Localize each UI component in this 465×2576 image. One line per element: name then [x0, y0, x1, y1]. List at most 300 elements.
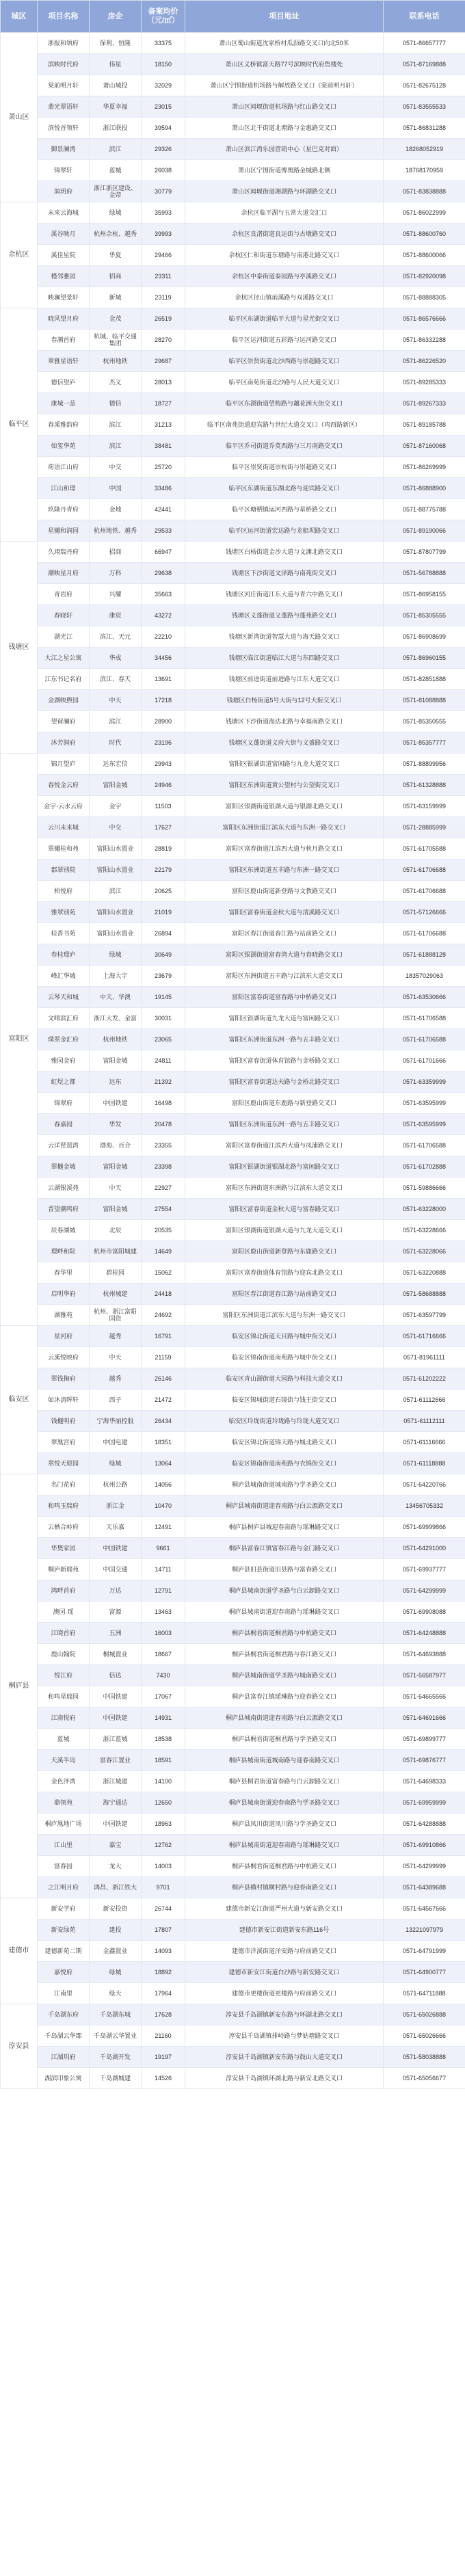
phone-cell: 0571-85357777 — [384, 732, 465, 754]
price-cell: 33486 — [142, 478, 185, 499]
address-cell: 余杭区径山镇前溪路与双溪路交叉口 — [185, 287, 384, 308]
table-row — [1, 160, 465, 181]
project-name-cell: 春桂璟庐 — [38, 944, 90, 966]
developer-cell: 绿城 — [90, 1453, 142, 1474]
developer-cell: 浙江蓝城 — [90, 1729, 142, 1750]
address-cell: 富阳区富春街道体育馆路与金桥路交叉口 — [185, 1050, 384, 1072]
developer-cell: 中国交通 — [90, 1559, 142, 1580]
address-cell: 富阳区银湖街道九龙大道与富闲路交叉口 — [185, 1008, 384, 1029]
developer-cell: 时代 — [90, 732, 142, 754]
table-row — [1, 966, 465, 987]
developer-cell: 建投 — [90, 1920, 142, 1941]
phone-cell: 0571-86888900 — [384, 478, 465, 499]
table-row — [1, 944, 465, 966]
table-row — [1, 1029, 465, 1050]
table-row — [1, 1432, 465, 1453]
project-name-cell: 金宇·云水云府 — [38, 796, 90, 817]
table-row — [1, 1199, 465, 1220]
project-name-cell: 槿邻雅园 — [38, 266, 90, 287]
address-cell: 桐庐县横村镇横村路与迎春南路交叉口 — [185, 1877, 384, 1898]
developer-cell: 富阳山水置业 — [90, 923, 142, 944]
table-row — [1, 1220, 465, 1241]
price-cell: 12650 — [142, 1792, 185, 1814]
project-name-cell: 辰春湖城 — [38, 1220, 90, 1241]
phone-cell: 0571-69899777 — [384, 1729, 465, 1750]
price-cell: 9701 — [142, 1877, 185, 1898]
developer-cell: 富阳金城 — [90, 1199, 142, 1220]
project-name-cell: 滨悦首领轩 — [38, 118, 90, 139]
header-phone: 联系电话 — [384, 1, 465, 33]
table-row — [1, 1750, 465, 1771]
developer-cell: 浙江大发、金富 — [90, 1008, 142, 1029]
header-row — [1, 1, 465, 33]
developer-cell: 华夏幸福 — [90, 96, 142, 118]
price-cell: 15062 — [142, 1262, 185, 1284]
price-cell: 26434 — [142, 1411, 185, 1432]
project-name-cell: 御景澜湾 — [38, 139, 90, 160]
developer-cell: 新安投资 — [90, 1898, 142, 1920]
project-name-cell: 虹煜之都 — [38, 1072, 90, 1093]
address-cell: 临平区乔司街道乔莫西路与三月南路交叉口 — [185, 436, 384, 457]
developer-cell: 滨江 — [90, 881, 142, 902]
price-cell: 13463 — [142, 1602, 185, 1623]
address-cell: 富阳区银湖街道银湖大道与银湖北路交叉口 — [185, 796, 384, 817]
table-row — [1, 542, 465, 563]
project-name-cell: 江东书记名府 — [38, 669, 90, 690]
price-cell: 26146 — [142, 1368, 185, 1390]
project-name-cell: 雅园金府 — [38, 1050, 90, 1072]
phone-cell: 18268052919 — [384, 139, 465, 160]
address-cell: 临平区南苑街道迎宾路与世纪大道交叉口（鸡西路新区） — [185, 414, 384, 436]
phone-cell: 0571-64698333 — [384, 1771, 465, 1792]
address-cell: 桐庐县城南街道迎春南路与白云源路交叉口 — [185, 1708, 384, 1729]
table-row — [1, 1411, 465, 1432]
table-row — [1, 224, 465, 245]
phone-cell: 0571-64691666 — [384, 1708, 465, 1729]
developer-cell: 富阳山水置业 — [90, 902, 142, 923]
project-name-cell: 春嘉园 — [38, 1114, 90, 1135]
table-row — [1, 732, 465, 754]
address-cell: 钱塘区义蓬街道义蓬路与蓬苑路交叉口 — [185, 605, 384, 626]
phone-cell: 0571-86908699 — [384, 626, 465, 648]
address-cell: 富阳区鹿山街道新登路与东鹿路交叉口 — [185, 1241, 384, 1262]
price-cell: 21392 — [142, 1072, 185, 1093]
table-row — [1, 1665, 465, 1686]
price-cell: 16498 — [142, 1093, 185, 1114]
phone-cell: 0571-82675128 — [384, 75, 465, 96]
price-cell: 28900 — [142, 711, 185, 732]
address-cell: 桐庐县富春江镇瑶琳路与迎春路交叉口 — [185, 1686, 384, 1708]
table-row — [1, 2004, 465, 2026]
price-cell: 11503 — [142, 796, 185, 817]
phone-cell: 0571-89267333 — [384, 393, 465, 414]
district-cell: 临安区 — [1, 1326, 38, 1474]
project-name-cell: 和鸣星瑞园 — [38, 1686, 90, 1708]
table-row — [1, 1941, 465, 1962]
price-cell: 26894 — [142, 923, 185, 944]
address-cell: 桐庐县桐君街道桐君路与中杭路交叉口 — [185, 1856, 384, 1877]
phone-cell: 0571-82851888 — [384, 669, 465, 690]
address-cell: 钱塘区临江街道临江大道与东四路交叉口 — [185, 648, 384, 669]
phone-cell: 0571-69999866 — [384, 1517, 465, 1538]
project-name-cell: 云川未来城 — [38, 817, 90, 838]
project-name-cell: 星河府 — [38, 1326, 90, 1347]
table-row — [1, 1623, 465, 1644]
developer-cell: 绿城 — [90, 944, 142, 966]
developer-cell: 远东宏信 — [90, 754, 142, 775]
table-row — [1, 1262, 465, 1284]
phone-cell: 0571-61118888 — [384, 1453, 465, 1474]
phone-cell: 0571-86657777 — [384, 33, 465, 54]
developer-cell: 万科 — [90, 563, 142, 584]
address-cell: 临平区南苑街道北沙路与人民大道交叉口 — [185, 372, 384, 393]
price-cell: 17628 — [142, 2004, 185, 2026]
table-row — [1, 626, 465, 648]
price-cell: 22210 — [142, 626, 185, 648]
table-row — [1, 1814, 465, 1835]
project-name-cell: 和鸣玉瑞府 — [38, 1496, 90, 1517]
address-cell: 萧山区宁围街道博奥路金城路北侧 — [185, 160, 384, 181]
table-row — [1, 1877, 465, 1898]
developer-cell: 中国铁建 — [90, 1686, 142, 1708]
table-row — [1, 1835, 465, 1856]
phone-cell: 0571-64567666 — [384, 1898, 465, 1920]
table-row — [1, 436, 465, 457]
project-name-cell: 之江明月府 — [38, 1877, 90, 1898]
price-cell: 17964 — [142, 1983, 185, 2004]
project-name-cell: 华樊家园 — [38, 1538, 90, 1559]
table-row — [1, 54, 465, 75]
price-cell: 43272 — [142, 605, 185, 626]
phone-cell: 13221097979 — [384, 1920, 465, 1941]
table-row — [1, 1898, 465, 1920]
developer-cell: 中天 — [90, 1178, 142, 1199]
address-cell: 淳安县千岛湖镇环湖北路与新安北路交叉口 — [185, 2068, 384, 2089]
project-name-cell: 沐芳润府 — [38, 732, 90, 754]
address-cell: 桐庐县城南街道迎春南路与瑶琳路交叉口 — [185, 1602, 384, 1623]
project-name-cell: 桂香书苑 — [38, 923, 90, 944]
developer-cell: 中国铁建 — [90, 1814, 142, 1835]
phone-cell: 0571-82920098 — [384, 266, 465, 287]
table-row — [1, 563, 465, 584]
price-cell: 13691 — [142, 669, 185, 690]
phone-cell: 0571-85305555 — [384, 605, 465, 626]
phone-cell: 0571-83838888 — [384, 181, 465, 202]
project-name-cell: 江山和璟 — [38, 478, 90, 499]
price-cell: 32029 — [142, 75, 185, 96]
address-cell: 富阳区银湖街道富闲路与九龙大道交叉口 — [185, 754, 384, 775]
developer-cell: 滨江 — [90, 139, 142, 160]
price-cell: 14526 — [142, 2068, 185, 2089]
table-row — [1, 520, 465, 542]
phone-cell: 0571-89285333 — [384, 372, 465, 393]
phone-cell: 0571-86226520 — [384, 351, 465, 372]
table-row — [1, 902, 465, 923]
table-row — [1, 669, 465, 690]
project-name-cell: 千岛湖东府 — [38, 2004, 90, 2026]
developer-cell: 杭州地铁 — [90, 1029, 142, 1050]
table-row — [1, 1962, 465, 1983]
table-row — [1, 1072, 465, 1093]
phone-cell: 0571-63530666 — [384, 987, 465, 1008]
phone-cell: 0571-83555533 — [384, 96, 465, 118]
header-address: 项目地址 — [185, 1, 384, 33]
address-cell: 富阳区富春街道江滨西大道与秋月路交叉口 — [185, 838, 384, 860]
phone-cell: 0571-64299999 — [384, 1580, 465, 1602]
project-name-cell: 云琴天和城 — [38, 987, 90, 1008]
developer-cell: 天乐嘉 — [90, 1517, 142, 1538]
developer-cell: 蓝城 — [90, 160, 142, 181]
phone-cell: 0571-61112666 — [384, 1390, 465, 1411]
table-row — [1, 648, 465, 669]
address-cell: 富阳区富春街道金秋大道与清溪路交叉口 — [185, 902, 384, 923]
project-name-cell: 郡翠别院 — [38, 860, 90, 881]
address-cell: 萧山区宁围街道机场路与解放路交叉口（棠前明月轩） — [185, 75, 384, 96]
developer-cell: 绿城 — [90, 1962, 142, 1983]
price-cell: 35993 — [142, 202, 185, 224]
address-cell: 临安区锦北街道锦天路与城北路交叉口 — [185, 1432, 384, 1453]
price-cell: 35663 — [142, 584, 185, 605]
phone-cell: 0571-86022999 — [384, 202, 465, 224]
header-district: 城区 — [1, 1, 38, 33]
project-name-cell: 湖雅苑 — [38, 1305, 90, 1326]
phone-cell: 0571-87807799 — [384, 542, 465, 563]
developer-cell: 越秀 — [90, 1326, 142, 1347]
developer-cell: 招商 — [90, 266, 142, 287]
developer-cell: 杭州地铁 — [90, 351, 142, 372]
table-row — [1, 711, 465, 732]
developer-cell: 华发 — [90, 1114, 142, 1135]
developer-cell: 康宸 — [90, 605, 142, 626]
project-name-cell: 文晴滨汇府 — [38, 1008, 90, 1029]
developer-cell: 越秀 — [90, 1368, 142, 1390]
address-cell: 钱塘区义蓬街道义府大街与义盛路交叉口 — [185, 732, 384, 754]
developer-cell: 中天 — [90, 690, 142, 711]
phone-cell: 0571-64389688 — [384, 1877, 465, 1898]
project-name-cell: 钱樾明府 — [38, 1411, 90, 1432]
price-cell: 66947 — [142, 542, 185, 563]
price-cell: 39594 — [142, 118, 185, 139]
address-cell: 余杭区仁和街道东塘路与南港北路交叉口 — [185, 245, 384, 266]
table-row — [1, 414, 465, 436]
phone-cell: 0571-88899956 — [384, 754, 465, 775]
phone-cell: 0571-56587977 — [384, 1665, 465, 1686]
address-cell: 桐庐县桐君街道桐君路与学圣路交叉口 — [185, 1729, 384, 1750]
address-cell: 富阳区银湖街道银湖北路与富闲路交叉口 — [185, 1156, 384, 1178]
table-row — [1, 584, 465, 605]
table-row — [1, 1050, 465, 1072]
phone-cell: 0571-81961111 — [384, 1347, 465, 1368]
phone-cell: 0571-61706588 — [384, 1135, 465, 1156]
project-name-cell: 溪佳星院 — [38, 245, 90, 266]
developer-cell: 金宇 — [90, 796, 142, 817]
project-name-cell: 湖光江 — [38, 626, 90, 648]
developer-cell: 兴耀 — [90, 584, 142, 605]
phone-cell: 0571-56788888 — [384, 563, 465, 584]
price-cell: 31213 — [142, 414, 185, 436]
price-cell: 22927 — [142, 1178, 185, 1199]
phone-cell: 0571-86576666 — [384, 308, 465, 330]
phone-cell: 0571-69910866 — [384, 1835, 465, 1856]
price-cell: 23355 — [142, 1135, 185, 1156]
project-name-cell: 江湖玥府 — [38, 2047, 90, 2068]
project-name-cell: 晋望潮鸣府 — [38, 1199, 90, 1220]
price-cell: 23679 — [142, 966, 185, 987]
phone-cell: 0571-59886666 — [384, 1178, 465, 1199]
phone-cell: 13456705332 — [384, 1496, 465, 1517]
district-cell: 桐庐县 — [1, 1474, 38, 1898]
table-row — [1, 1284, 465, 1305]
project-name-cell: 峰汇华城 — [38, 966, 90, 987]
price-cell: 23398 — [142, 1156, 185, 1178]
developer-cell: 浙江浙区建设、金帝 — [90, 181, 142, 202]
table-row — [1, 817, 465, 838]
phone-cell: 0571-86269999 — [384, 457, 465, 478]
project-name-cell: 鹿山翰院 — [38, 1644, 90, 1665]
developer-cell: 浙江城建 — [90, 1771, 142, 1792]
address-cell: 建德市洋溪街道洋安路与府前路交叉口 — [185, 1941, 384, 1962]
address-cell: 富阳区东洲街道东洲一路与五丰路交叉口 — [185, 1114, 384, 1135]
table-row — [1, 1496, 465, 1517]
developer-cell: 桐城置业 — [90, 1644, 142, 1665]
table-row — [1, 775, 465, 796]
developer-cell: 远东 — [90, 1072, 142, 1093]
price-cell: 14711 — [142, 1559, 185, 1580]
project-name-cell: 金湖映煦园 — [38, 690, 90, 711]
address-cell: 富阳区银湖街道银湖大道与九龙大道交叉口 — [185, 1220, 384, 1241]
developer-cell: 德信 — [90, 393, 142, 414]
price-cell: 29687 — [142, 351, 185, 372]
price-cell: 23065 — [142, 1029, 185, 1050]
phone-cell: 0571-61328888 — [384, 775, 465, 796]
table-row — [1, 2068, 465, 2089]
phone-cell: 0571-69959999 — [384, 1792, 465, 1814]
address-cell: 富阳区富春街道体育馆路与迎宾北路交叉口 — [185, 1262, 384, 1284]
table-row — [1, 308, 465, 330]
project-name-cell: 晓风望月府 — [38, 308, 90, 330]
address-cell: 富阳区富春街道金秋大道与富春路交叉口 — [185, 1199, 384, 1220]
phone-cell: 0571-85350555 — [384, 711, 465, 732]
price-cell: 14931 — [142, 1708, 185, 1729]
price-cell: 18538 — [142, 1729, 185, 1750]
project-name-cell: 德信望庐 — [38, 372, 90, 393]
phone-cell: 0571-64693888 — [384, 1644, 465, 1665]
address-cell: 淳安县千岛湖镇新安东路与环湖北路交叉口 — [185, 2004, 384, 2026]
address-cell: 桐庐县城南街道迎春南路与白云源路交叉口 — [185, 1496, 384, 1517]
phone-cell: 0571-63220888 — [384, 1262, 465, 1284]
address-cell: 建德市新安江街道新安东路116号 — [185, 1920, 384, 1941]
address-cell: 钱塘区白杨街道金沙大道与文渊北路交叉口 — [185, 542, 384, 563]
phone-cell: 0571-61706588 — [384, 1029, 465, 1050]
phone-cell: 0571-89185788 — [384, 414, 465, 436]
table-row — [1, 1114, 465, 1135]
project-name-cell: 蓝城 — [38, 1729, 90, 1750]
price-cell: 33375 — [142, 33, 185, 54]
developer-cell: 杭州公路 — [90, 1474, 142, 1496]
address-cell: 临平区东湖街道东湖北路与迎宾路交叉口 — [185, 478, 384, 499]
district-cell: 余杭区 — [1, 202, 38, 308]
developer-cell: 杭州余杭、越秀 — [90, 224, 142, 245]
project-name-cell: 新安学府 — [38, 1898, 90, 1920]
table-row — [1, 266, 465, 287]
price-cell: 18892 — [142, 1962, 185, 1983]
price-cell: 18351 — [142, 1432, 185, 1453]
price-cell: 28270 — [142, 330, 185, 351]
price-cell: 25720 — [142, 457, 185, 478]
price-cell: 20625 — [142, 881, 185, 902]
table-row — [1, 245, 465, 266]
table-row — [1, 181, 465, 202]
address-cell: 富阳区东洲街道黄公望村与公望街交叉口 — [185, 775, 384, 796]
developer-cell: 杰义 — [90, 372, 142, 393]
table-row — [1, 1241, 465, 1262]
address-cell: 钱塘区河庄街道江东大道与青六中路交叉口 — [185, 584, 384, 605]
phone-cell: 0571-28885999 — [384, 817, 465, 838]
phone-cell: 0571-64900777 — [384, 1962, 465, 1983]
developer-cell: 杭州地铁、越秀 — [90, 520, 142, 542]
developer-cell: 北辰 — [90, 1220, 142, 1241]
phone-cell: 0571-64299999 — [384, 1856, 465, 1877]
address-cell: 萧山区闻堰街道湘湖路与环湖路交叉口 — [185, 181, 384, 202]
address-cell: 临平区运河街道宏达路与龙船坝路交叉口 — [185, 520, 384, 542]
price-cell: 18591 — [142, 1750, 185, 1771]
project-name-cell: 云湖银溪苑 — [38, 1178, 90, 1199]
table-row — [1, 1983, 465, 2004]
price-cell: 17627 — [142, 817, 185, 838]
address-cell: 富阳区富春街道达夫路与金桥北路交叉口 — [185, 1072, 384, 1093]
phone-cell: 0571-64248888 — [384, 1623, 465, 1644]
price-cell: 29533 — [142, 520, 185, 542]
price-cell: 28013 — [142, 372, 185, 393]
developer-cell: 嘉宝 — [90, 1835, 142, 1856]
project-name-cell: 如玺华苑 — [38, 436, 90, 457]
developer-cell: 招商 — [90, 542, 142, 563]
developer-cell: 滨江、春天 — [90, 669, 142, 690]
address-cell: 桐庐县城南街道学圣路与城南路交叉口 — [185, 1665, 384, 1686]
price-cell: 16791 — [142, 1326, 185, 1347]
developer-cell: 五洲 — [90, 1623, 142, 1644]
table-row — [1, 838, 465, 860]
project-name-cell: 锦翠府 — [38, 1093, 90, 1114]
developer-cell: 滨江 — [90, 436, 142, 457]
table-row — [1, 393, 465, 414]
table-row — [1, 139, 465, 160]
project-name-cell: 悦江府 — [38, 1665, 90, 1686]
phone-cell: 0571-86960155 — [384, 648, 465, 669]
address-cell: 余杭区临平湖与五常大道交汇口 — [185, 202, 384, 224]
address-cell: 桐庐县旧县街道旧县路与富春路交叉口 — [185, 1559, 384, 1580]
phone-cell: 0571-63359999 — [384, 1072, 465, 1093]
phone-cell: 0571-61706688 — [384, 881, 465, 902]
developer-cell: 中交 — [90, 457, 142, 478]
project-name-cell: 康城一品 — [38, 393, 90, 414]
developer-cell: 西子 — [90, 1390, 142, 1411]
table-row — [1, 1178, 465, 1199]
table-row — [1, 690, 465, 711]
table-row — [1, 457, 465, 478]
address-cell: 钱塘区下沙街道文泽路与南苑街交叉口 — [185, 563, 384, 584]
phone-cell: 0571-87169888 — [384, 54, 465, 75]
phone-cell: 0571-88775788 — [384, 499, 465, 520]
phone-cell: 0571-64665566 — [384, 1686, 465, 1708]
phone-cell: 0571-65026888 — [384, 2004, 465, 2026]
price-cell: 7430 — [142, 1665, 185, 1686]
phone-cell: 0571-61888128 — [384, 944, 465, 966]
address-cell: 富阳区东洲街道五丰路与江滨东大道交叉口 — [185, 966, 384, 987]
address-cell: 富阳区春江街道春江路与站前路交叉口 — [185, 923, 384, 944]
phone-cell: 0571-63159999 — [384, 796, 465, 817]
phone-cell: 0571-86958155 — [384, 584, 465, 605]
